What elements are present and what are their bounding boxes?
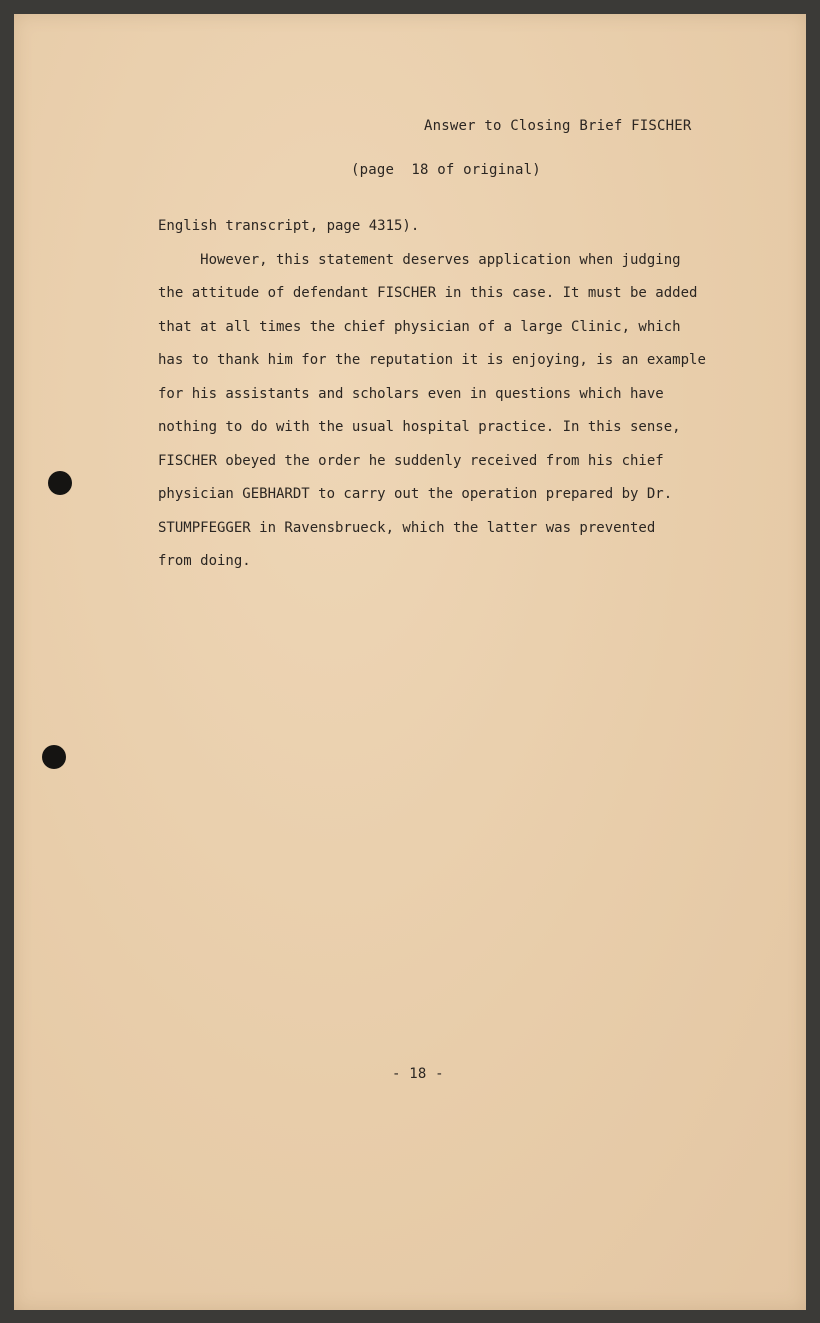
original-page-reference: (page 18 of original)	[351, 162, 541, 178]
punch-hole	[42, 745, 66, 769]
body-line: has to thank him for the reputation it is enjoying, is an example	[158, 352, 706, 368]
page-number: - 18 -	[392, 1066, 444, 1082]
body-line: physician GEBHARDT to carry out the operation prepared by Dr.	[158, 486, 673, 502]
punch-hole	[48, 471, 72, 495]
body-line: nothing to do with the usual hospital practice. In this sense,	[158, 419, 681, 435]
body-line: STUMPFEGGER in Ravensbrueck, which the latter was prevented	[158, 519, 656, 536]
body-line: English transcript, page 4315).	[158, 218, 420, 234]
document-page	[14, 14, 806, 1310]
body-line: that at all times the chief physician of a large Clinic, which	[158, 318, 681, 335]
body-line: for his assistants and scholars even in questions which have	[158, 385, 664, 402]
body-line: from doing.	[158, 553, 251, 569]
document-body	[158, 210, 718, 579]
header-title: Answer to Closing Brief FISCHER	[424, 118, 692, 134]
body-line: However, this statement deserves application when judging	[158, 251, 681, 268]
body-line: the attitude of defendant FISCHER in this case. It must be added	[158, 285, 698, 301]
body-line: FISCHER obeyed the order he suddenly received from his chief	[158, 452, 664, 469]
